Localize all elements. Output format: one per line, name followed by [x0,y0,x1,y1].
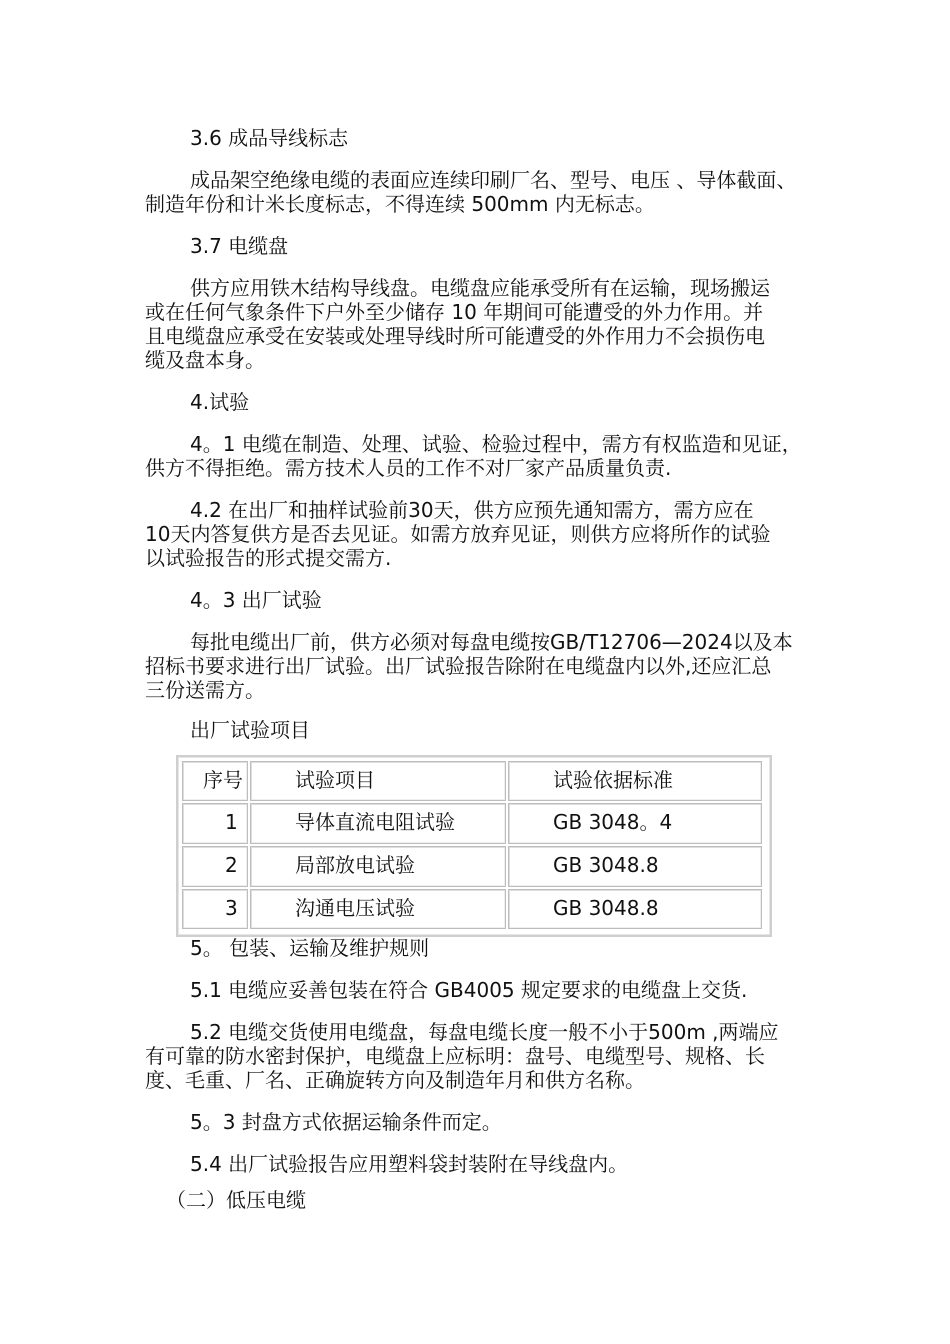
table-cell: 沟通电压试验 [250,889,506,929]
paragraph-line: 5。3 封盘方式依据运输条件而定。 [190,1110,502,1134]
paragraph-line: 有可靠的防水密封保护，电缆盘上应标明：盘号、电缆型号、规格、长 [145,1044,765,1068]
paragraph-line: 制造年份和计米长度标志，不得连续 500mm 内无标志。 [145,192,655,216]
section-heading: 5。 包装、运输及维护规则 [190,936,430,960]
paragraph-line: 以试验报告的形式提交需方. [145,546,392,570]
table-cell: GB 3048.8 [508,846,762,887]
table-header-cell: 试验项目 [250,761,506,801]
table-cell: 1 [182,803,248,844]
paragraph-line: 三份送需方。 [145,678,265,702]
table-cell: 导体直流电阻试验 [250,803,506,844]
table-header-cell: 试验依据标准 [508,761,762,801]
paragraph-line: 招标书要求进行出厂试验。出厂试验报告除附在电缆盘内以外,还应汇总 [145,654,772,678]
paragraph-line: 4。1 电缆在制造、处理、试验、检验过程中，需方有权监造和见证， [190,432,802,456]
paragraph-line: 4.2 在出厂和抽样试验前30天，供方应预先通知需方，需方应在 [190,498,754,522]
section-heading: 3.6 成品导线标志 [190,126,349,150]
paragraph-line: 每批电缆出厂前，供方必须对每盘电缆按GB/T12706—2024以及本 [190,630,793,654]
test-items-table [176,755,772,937]
table-cell: GB 3048。4 [508,803,762,844]
paragraph-line: 成品架空绝缘电缆的表面应连续印刷厂名、型号、电压 、导体截面、 [190,168,797,192]
section-heading: 4。3 出厂试验 [190,588,322,612]
paragraph-line: 且电缆盘应承受在安装或处理导线时所可能遭受的外作用力不会损伤电 [145,324,765,348]
section-heading: 3.7 电缆盘 [190,234,289,258]
table-cell: 局部放电试验 [250,846,506,887]
table-cell: GB 3048.8 [508,889,762,929]
paragraph-line: 5.4 出厂试验报告应用塑料袋封装附在导线盘内。 [190,1152,629,1176]
table-caption: 出厂试验项目 [190,718,310,742]
paragraph-line: 供方应用铁木结构导线盘。电缆盘应能承受所有在运输，现场搬运 [190,276,770,300]
table-cell: 3 [182,889,248,929]
table-header-cell: 序号 [182,761,248,801]
section-heading: 4.试验 [190,390,250,414]
table-cell: 2 [182,846,248,887]
paragraph-line: 度、毛重、厂名、正确旋转方向及制造年月和供方名称。 [145,1068,645,1092]
paragraph-line: 供方不得拒绝。需方技术人员的工作不对厂家产品质量负责. [145,456,672,480]
paragraph-line: 5.2 电缆交货使用电缆盘，每盘电缆长度一般不小于500m ,两端应 [190,1020,779,1044]
paragraph-line: 10天内答复供方是否去见证。如需方放弃见证，则供方应将所作的试验 [145,522,771,546]
paragraph-line: 或在任何气象条件下户外至少储存 10 年期间可能遭受的外力作用。并 [145,300,764,324]
paragraph-line: 5.1 电缆应妥善包装在符合 GB4005 规定要求的电缆盘上交货. [190,978,748,1002]
paragraph-line: 缆及盘本身。 [145,348,265,372]
section-heading: （二）低压电缆 [166,1188,306,1212]
